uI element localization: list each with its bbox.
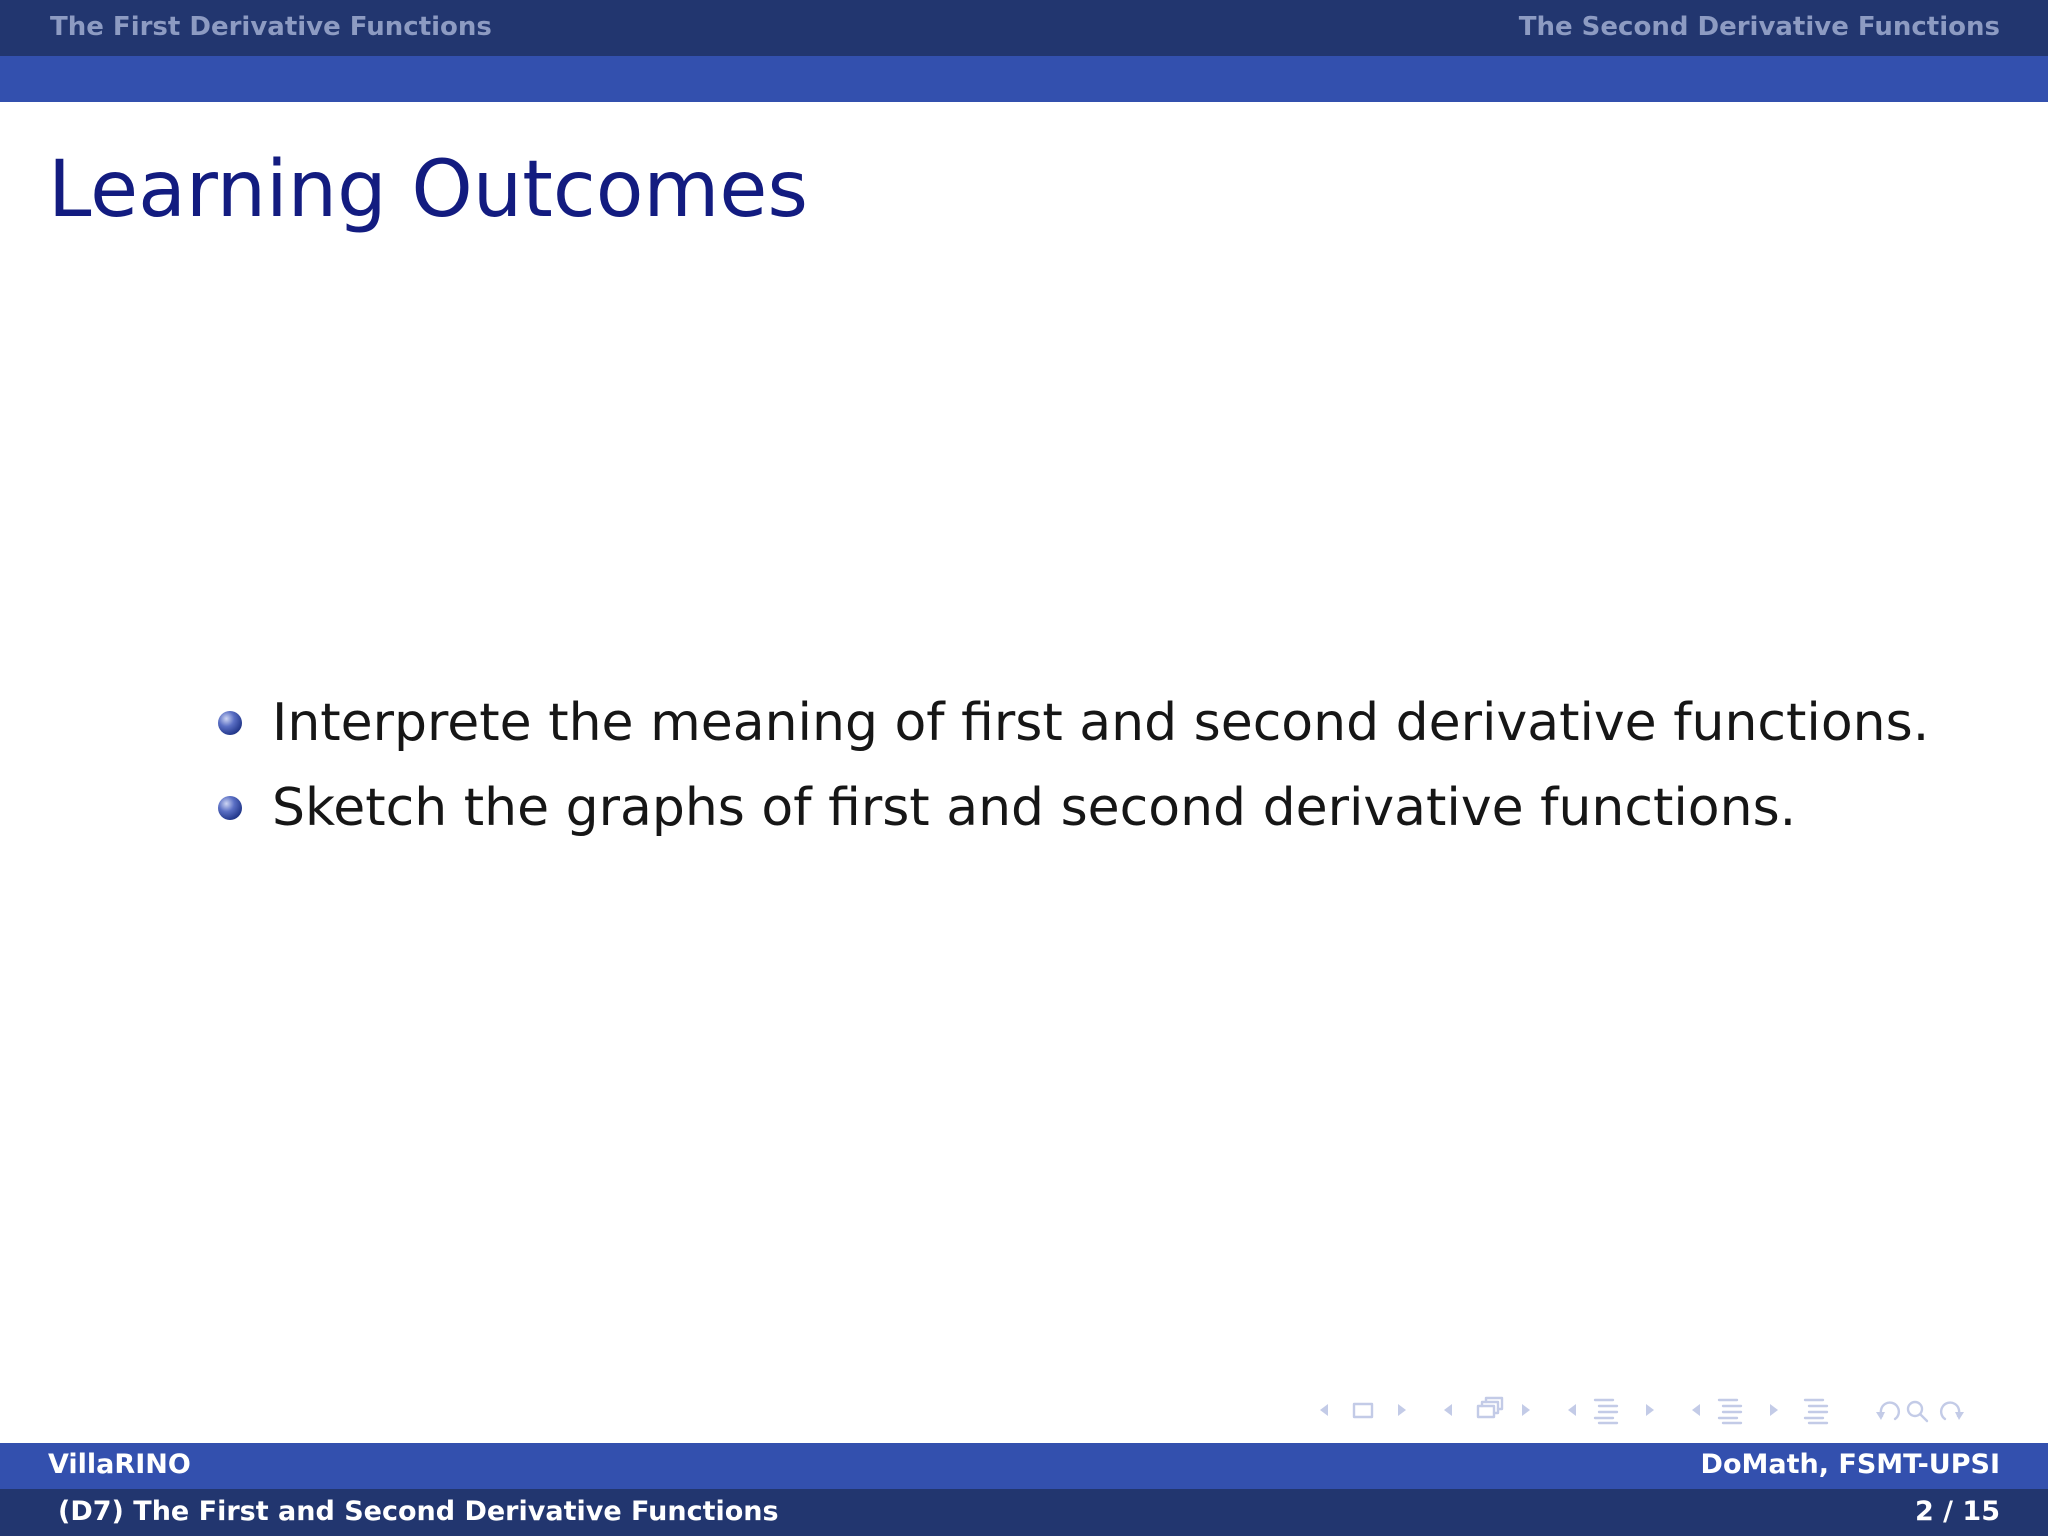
section-link-first-derivative[interactable]: The First Derivative Functions [50,12,492,42]
list-item [216,767,1929,852]
forward-icon[interactable] [1941,1403,1964,1420]
institute-name: DoMath, FSMT-UPSI [1700,1449,2000,1480]
section-link-second-derivative[interactable]: The Second Derivative Functions [1518,12,2000,42]
next-doc-arrow-icon[interactable] [1770,1404,1778,1416]
frame-title: Learning Outcomes [48,145,809,235]
subsection-icon[interactable] [1478,1398,1502,1417]
header-navigation-bar [0,0,2048,56]
list-item [216,682,1929,767]
footer-author-bar [0,1443,2048,1489]
next-section-arrow-icon[interactable] [1646,1404,1654,1416]
page-number: 2 / 15 [1914,1496,2000,1527]
short-title: (D7) The First and Second Derivative Functions [58,1496,779,1527]
section-icon[interactable] [1595,1400,1617,1423]
outcomes-list [216,682,1929,852]
prev-doc-arrow-icon[interactable] [1692,1404,1700,1416]
back-icon[interactable] [1876,1403,1899,1420]
next-frame-arrow-icon[interactable] [1398,1404,1406,1416]
footer-title-bar [0,1489,2048,1536]
ball-bullet-icon [218,796,242,820]
appendix-icon[interactable] [1805,1400,1827,1423]
prev-frame-arrow-icon[interactable] [1320,1404,1328,1416]
document-icon[interactable] [1719,1400,1741,1423]
search-icon[interactable] [1908,1402,1927,1421]
header-subsection-strip [0,56,2048,102]
prev-section-arrow-icon[interactable] [1568,1404,1576,1416]
next-subsection-arrow-icon[interactable] [1522,1404,1530,1416]
frame-icon[interactable] [1354,1404,1372,1417]
ball-bullet-icon [218,711,242,735]
prev-subsection-arrow-icon[interactable] [1444,1404,1452,1416]
list-item-text: Interprete the meaning of first and second derivative functions. [272,693,1930,753]
navigation-symbols [1310,1392,2030,1432]
author-name: VillaRINO [48,1449,191,1480]
list-item-text: Sketch the graphs of first and second derivative functions. [272,778,1797,838]
